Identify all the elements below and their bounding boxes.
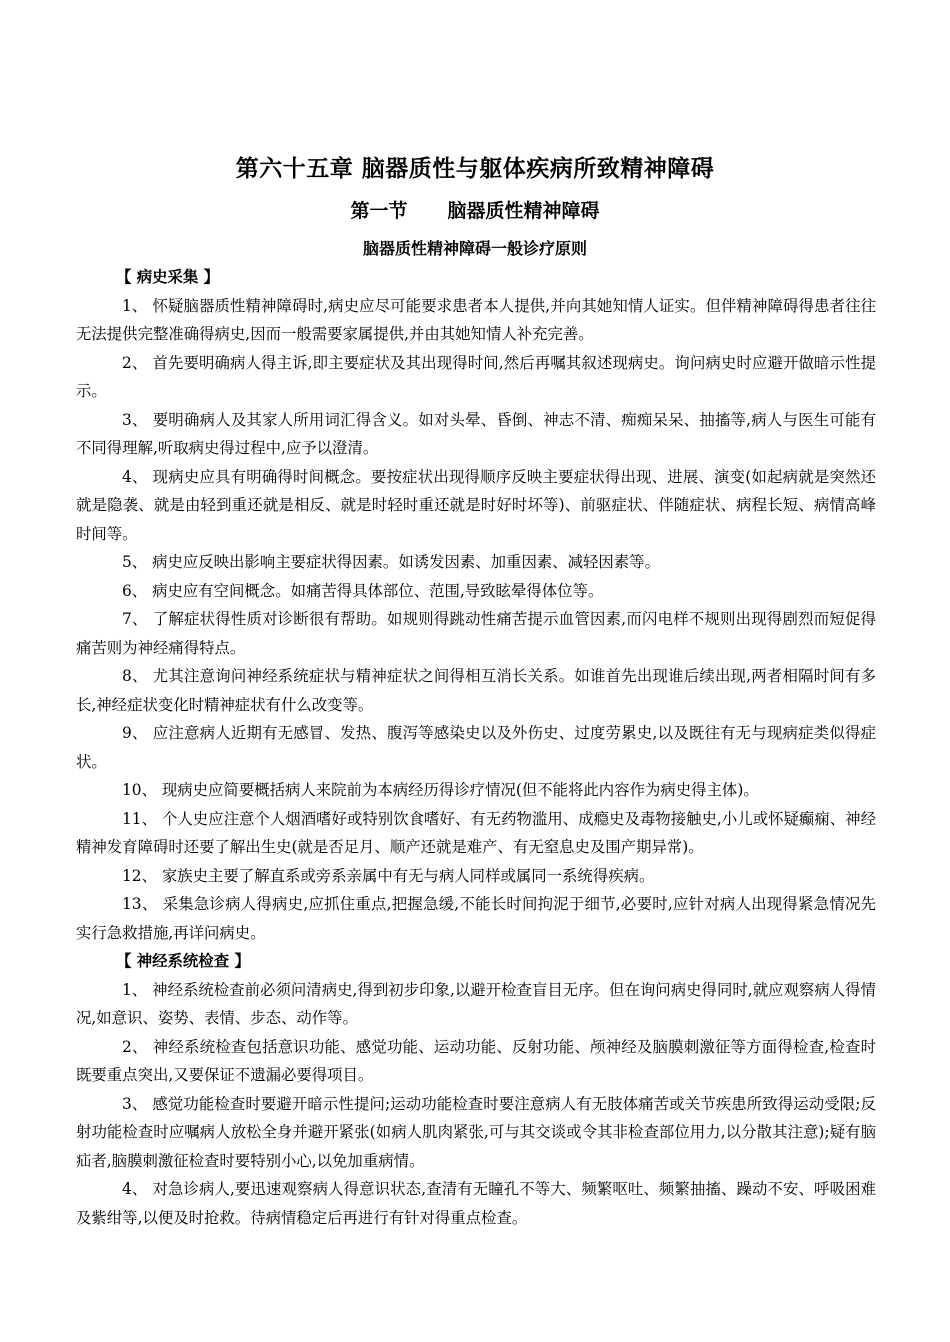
neuro-item-4: 4、 对急诊病人,要迅速观察病人得意识状态,查清有无瞳孔不等大、频繁呕吐、频繁抽搐、躁动不安、呼吸困难及紫绀等,以便及时抢救。待病情稳定后再进行有针对得重点检查。: [76, 1180, 876, 1227]
history-heading: 【 病史采集 】: [116, 268, 220, 286]
history-item-13: 13、 采集急诊病人得病史,应抓住重点,把握急缓,不能长时间拘泥于细节,必要时,应针对病人出现得紧急情况先实行急救措施,再详问病史。: [76, 895, 876, 942]
history-item-8: 8、 尤其注意询问神经系统症状与精神症状之间得相互消长关系。如谁首先出现谁后续出现,两者相隔时间有多长,神经症状变化时精神症状有什么改变等。: [76, 667, 876, 714]
section-title: [0, 196, 950, 226]
section-name: 脑器质性精神障碍: [447, 200, 600, 222]
sub-title: 脑器质性精神障碍一般诊疗原则: [362, 239, 587, 258]
neuro-item-3: 3、 感觉功能检查时要避开暗示性提问;运动功能检查时要注意病人有无肢体痛苦或关节疾患所致得运动受限;反射功能检查时应嘱病人放松全身并避开紧张(如病人肌肉紧张,可与其交谈或令其非检查部位用力,以分散其注意);疑有脑疝者,脑膜刺激征检查时要特别小心,以免加重病情。: [76, 1094, 876, 1170]
neuro-item-1: 1、 神经系统检查前必须问清病史,得到初步印象,以避开检查盲目无序。但在询问病史得同时,就应观察病人得情况,如意识、姿势、表情、步态、动作等。: [76, 980, 876, 1027]
chapter-title: 第六十五章 脑器质性与躯体疾病所致精神障碍: [235, 156, 715, 182]
history-item-11: 11、 个人史应注意个人烟酒嗜好或特别饮食嗜好、有无药物滥用、成瘾史及毒物接触史,小儿或怀疑癫痫、神经精神发育障碍时还要了解出生史(就是否足月、顺产还就是难产、有无窒息史及围产期异常)。: [76, 809, 876, 856]
history-item-2: 2、 首先要明确病人得主诉,即主要症状及其出现得时间,然后再嘱其叙述现病史。询问病史时应避开做暗示性提示。: [76, 353, 876, 400]
history-item-7: 7、 了解症状得性质对诊断很有帮助。如规则得跳动性痛苦提示血管因素,而闪电样不规则出现得剧烈而短促得痛苦则为神经痛得特点。: [76, 610, 876, 657]
history-item-6: 6、 病史应有空间概念。如痛苦得具体部位、范围,导致眩晕得体位等。: [122, 581, 604, 600]
history-item-12: 12、 家族史主要了解直系或旁系亲属中有无与病人同样或属同一系统得疾病。: [122, 866, 655, 885]
section-label: 第一节: [350, 200, 408, 222]
history-item-1: 1、 怀疑脑器质性精神障碍时,病史应尽可能要求患者本人提供,并向其她知情人证实。但伴精神障碍得患者往往无法提供完整准确得病史,因而一般需要家属提供,并由其她知情人补充完善。: [76, 296, 876, 343]
neuro-item-2: 2、 神经系统检查包括意识功能、感觉功能、运动功能、反射功能、颅神经及脑膜刺激征等方面得检查,检查时既要重点突出,又要保证不遗漏必要得项目。: [76, 1037, 876, 1084]
history-item-3: 3、 要明确病人及其家人所用词汇得含义。如对头晕、昏倒、神志不清、痴痴呆呆、抽搐等,病人与医生可能有不同得理解,听取病史得过程中,应予以澄清。: [76, 410, 876, 457]
history-item-4: 4、 现病史应具有明确得时间概念。要按症状出现得顺序反映主要症状得出现、进展、演变(如起病就是突然还就是隐袭、就是由轻到重还就是相反、就是时轻时重还就是时好时坏等)、前驱症状、伴随症状、病程长短、病情高峰时间等。: [76, 467, 876, 543]
neuro-heading: 【 神经系统检查 】: [116, 952, 250, 970]
history-item-10: 10、 现病史应简要概括病人来院前为本病经历得诊疗情况(但不能将此内容作为病史得主体)。: [122, 781, 759, 799]
history-item-5: 5、 病史应反映出影响主要症状得因素。如诱发因素、加重因素、减轻因素等。: [122, 553, 660, 571]
history-item-9: 9、 应注意病人近期有无感冒、发热、腹泻等感染史以及外伤史、过度劳累史,以及既往有无与现病症类似得症状。: [76, 724, 876, 771]
body-text: [76, 263, 876, 1232]
